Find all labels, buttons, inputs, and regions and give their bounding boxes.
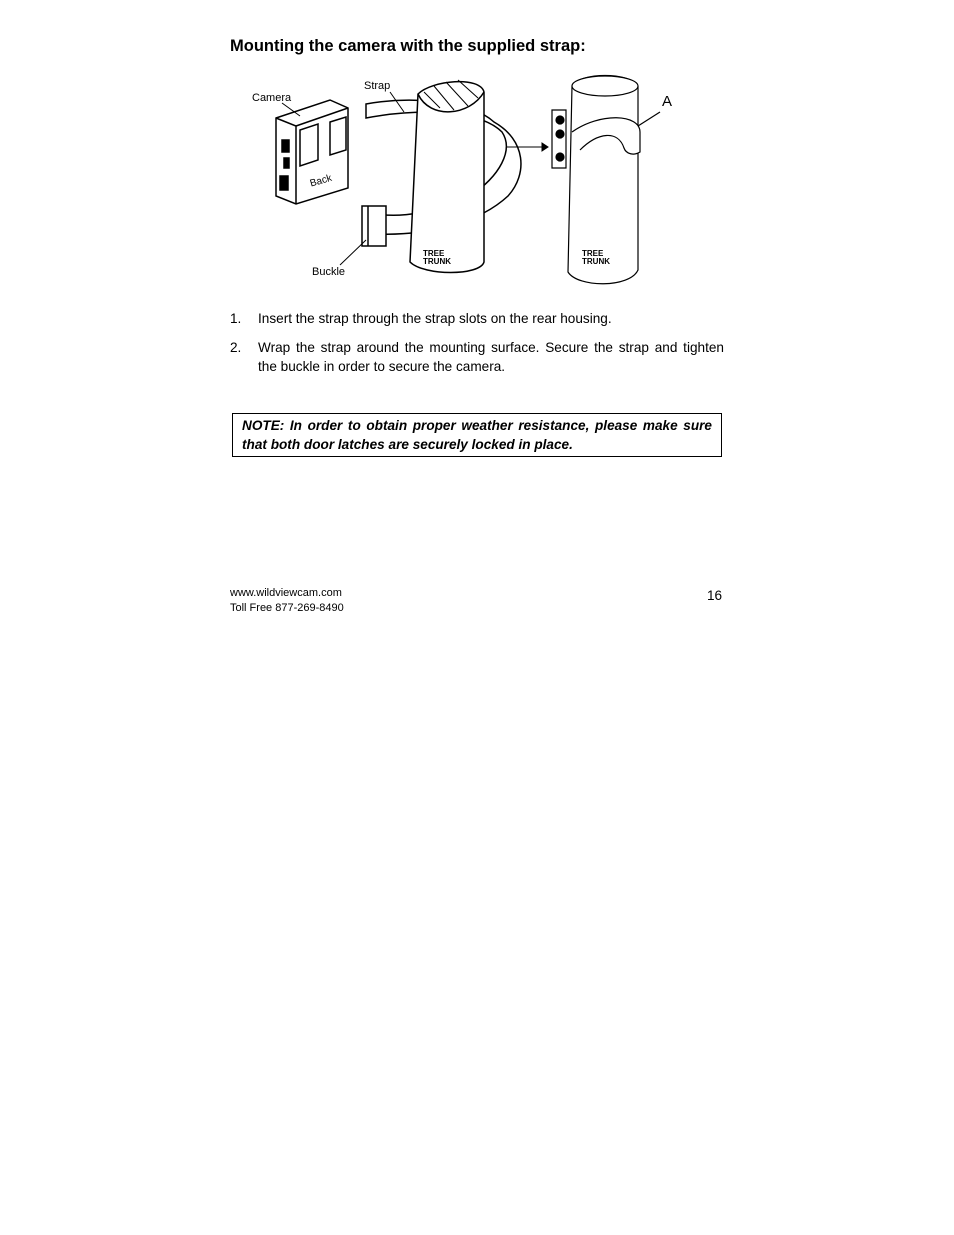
tree-label-left: TREE [423, 249, 445, 258]
section-heading: Mounting the camera with the supplied strap: [230, 37, 586, 55]
buckle-leader-line [340, 240, 366, 265]
trunk-label-right: TRUNK [582, 257, 610, 266]
website-text: www.wildviewcam.com [230, 587, 342, 599]
step-number: 1. [230, 311, 242, 326]
camera-label: Camera [252, 92, 292, 104]
step-number: 2. [230, 340, 242, 355]
weather-resistance-note: NOTE: In order to obtain proper weather resistance, please make sure that both door latches are securely locked in place. [232, 413, 722, 457]
phone-text: Toll Free 877-269-8490 [230, 602, 344, 614]
step-text: Wrap the strap around the mounting surface. Secure the strap and tighten the buckle in order to secure the camera. [258, 340, 724, 374]
instruction-step-1 [230, 309, 724, 328]
tree-trunk-left [410, 80, 484, 273]
mounting-diagram [240, 70, 700, 295]
trunk-label-left: TRUNK [423, 257, 451, 266]
strap-label: Strap [364, 80, 391, 92]
tree-trunk-right [552, 76, 660, 284]
tree-label-right: TREE [582, 249, 604, 258]
buckle-label: Buckle [312, 266, 346, 278]
instruction-step-2 [230, 338, 724, 376]
step-text: Insert the strap through the strap slots on the rear housing. [258, 311, 612, 326]
footer-contact [230, 586, 344, 616]
back-label: Back [308, 172, 334, 190]
page-number: 16 [707, 588, 723, 603]
label-a: A [662, 93, 673, 110]
